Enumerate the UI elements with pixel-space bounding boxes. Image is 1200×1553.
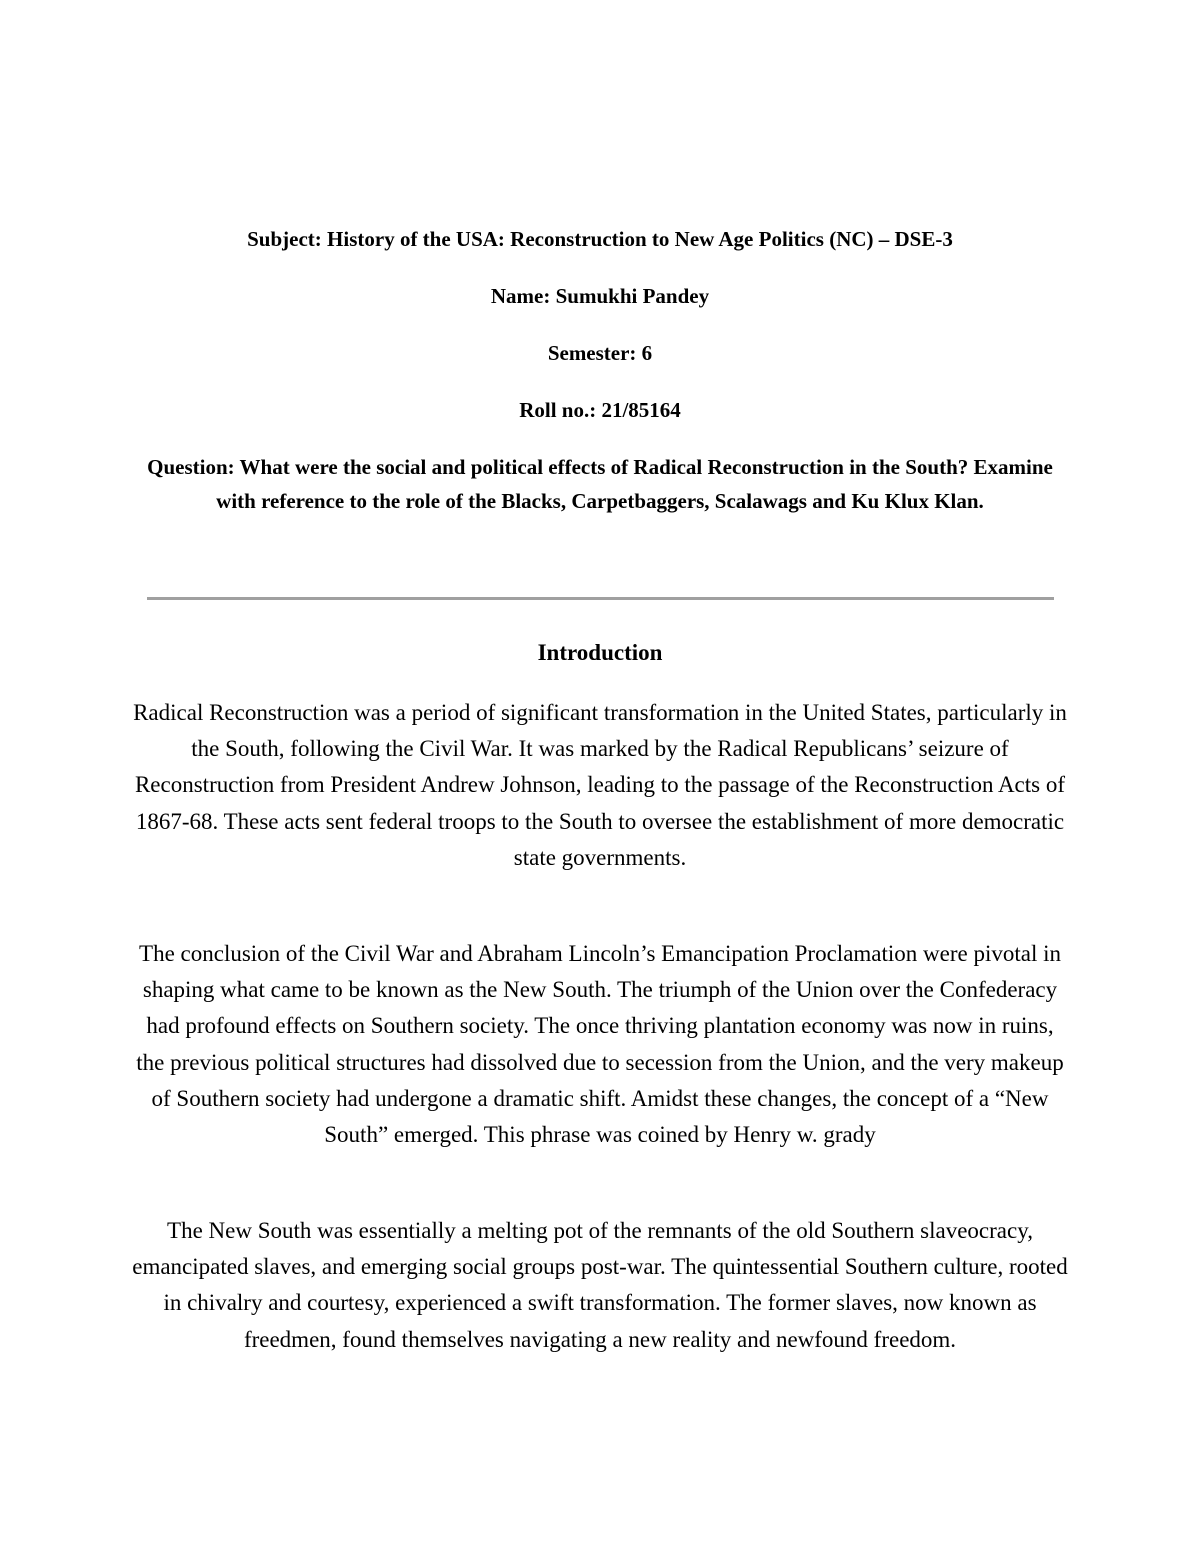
subject-line: Subject: History of the USA: Reconstruction to New Age Politics (NC) – DSE-3 [247, 227, 953, 251]
paragraph-3: The New South was essentially a melting pot of the remnants of the old Southern slaveocracy, emancipated slaves, and emerging social groups post-war. The quintessential Southern culture, rooted in chivalry and courtesy, experienced a swift transformation. The former slaves, now known as freedmen, found themselves navigating a new reality and newfound freedom. [132, 1218, 1068, 1352]
section-heading: Introduction [537, 640, 663, 665]
paragraph-1: Radical Reconstruction was a period of significant transformation in the United States, particularly in the South, following the Civil War. It was marked by the Radical Republicans’ seizure of Reconstruction from President Andrew Johnson, leading to the passage of the Reconstruction Acts of 1867-68. These acts sent federal troops to the South to oversee the establishment of more democratic state governments. [133, 700, 1067, 870]
question-text: Question: What were the social and political effects of Radical Reconstruction in the South? Examine with reference to the role of the Blacks, Carpetbaggers, Scalawags and Ku Klux Klan. [147, 455, 1053, 513]
roll-number: Roll no.: 21/85164 [519, 398, 681, 422]
paragraph-2: The conclusion of the Civil War and Abraham Lincoln’s Emancipation Proclamation were pivotal in shaping what came to be known as the New South. The triumph of the Union over the Confederacy had profound effects on Southern society. The once thriving plantation economy was now in ruins, the previous political structures had dissolved due to secession from the Union, and the very makeup of Southern society had undergone a dramatic shift. Amidst these changes, the concept of a “New South” emerged. This phrase was coined by Henry w. grady [136, 941, 1064, 1148]
semester: Semester: 6 [547, 341, 653, 365]
student-name: Name: Sumukhi Pandey [490, 284, 710, 308]
horizontal-divider [147, 597, 1054, 600]
